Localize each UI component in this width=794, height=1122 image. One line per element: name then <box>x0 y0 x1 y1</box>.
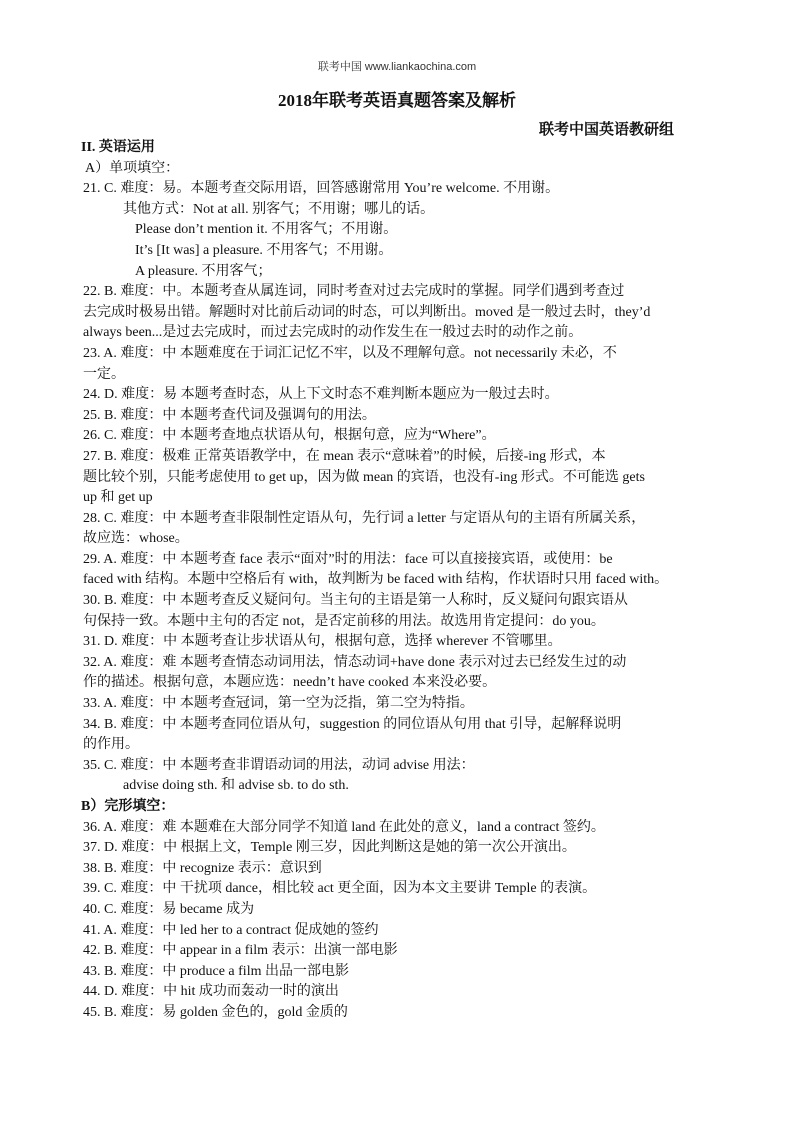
answer-39: 39. C. 难度：中 干扰项 dance，相比较 act 更全面，因为本文主要讲 Temple 的表演。 <box>83 881 597 897</box>
answer-37: 37. D. 难度：中 根据上文，Temple 刚三岁，因此判断这是她的第一次公开演出。 <box>83 840 576 856</box>
answer-content <box>83 138 720 1024</box>
answer-35: 35. C. 难度：中 本题考查非谓语动词的用法，动词 advise 用法： <box>83 757 475 773</box>
answer-29: 29. A. 难度：中 本题考查 face 表示“面对”时的用法：face 可以直接接宾语，或使用：be <box>83 551 613 567</box>
author-org: 联考中国英语教研组 <box>538 122 674 138</box>
answer-38: 38. B. 难度：中 recognize 表示：意识到 <box>83 860 322 876</box>
answer-32: 32. A. 难度：难 本题考查情态动词用法，情态动词+have done 表示对过去已经发生过的动 <box>83 654 627 670</box>
answer-27-cont: up 和 get up <box>83 490 153 506</box>
page-title: 2018年联考英语真题答案及解析 <box>278 91 516 110</box>
answer-24: 24. D. 难度：易 本题考查时态，从上下文时态不难判断本题应为一般过去时。 <box>83 387 559 403</box>
answer-31: 31. D. 难度：中 本题考查让步状语从句，根据句意，选择 wherever 不管哪里。 <box>83 634 562 650</box>
answer-21: 21. C. 难度：易。本题考查交际用语，回答感谢常用 You’re welcome. 不用谢。 <box>83 181 560 197</box>
answer-34: 34. B. 难度：中 本题考查同位语从句，suggestion 的同位语从句用 that 引导，起解释说明 <box>83 716 622 732</box>
answer-30: 30. B. 难度：中 本题考查反义疑问句。当主句的主语是第一人称时，反义疑问句跟宾语从 <box>83 593 628 609</box>
answer-23: 23. A. 难度：中 本题难度在于词汇记忆不牢，以及不理解句意。not necessarily 未必，不 <box>83 345 617 361</box>
answer-21-example: A pleasure. 不用客气； <box>135 263 272 279</box>
answer-43: 43. B. 难度：中 produce a film 出品一部电影 <box>83 963 349 979</box>
answer-21-other: 其他方式：Not at all. 别客气；不用谢；哪儿的话。 <box>123 201 435 217</box>
subsection-heading: B）完形填空： <box>81 799 175 814</box>
answer-22: 22. B. 难度：中。本题考查从属连词，同时考查对过去完成时的掌握。同学们遇到考查过 <box>83 284 625 300</box>
answer-40: 40. C. 难度：易 became 成为 <box>83 901 255 917</box>
answer-25: 25. B. 难度：中 本题考查代词及强调句的用法。 <box>83 407 376 423</box>
answer-21-example: Please don’t mention it. 不用客气；不用谢。 <box>135 222 398 238</box>
answer-21-example: It’s [It was] a pleasure. 不用客气；不用谢。 <box>135 242 393 258</box>
answer-34-cont: 的作用。 <box>83 737 139 753</box>
section-heading: II. 英语运用 <box>81 140 155 155</box>
answer-22-cont: 去完成时极易出错。解题时对比前后动词的时态，可以判断出。moved 是一般过去时，they’d <box>83 304 651 320</box>
answer-30-cont: 句保持一致。本题中主句的否定 not，是否定前移的用法。故选用肯定提问：do you。 <box>83 613 605 629</box>
answer-29-cont: faced with 结构。本题中空格后有 with，故判断为 be faced with 结构，作状语时只用 faced with。 <box>83 572 669 588</box>
answer-32-cont: 作的描述。根据句意，本题应选：needn’t have cooked 本来没必要。 <box>83 675 497 691</box>
subsection-heading: A）单项填空： <box>85 160 180 176</box>
answer-28-cont: 故应选：whose。 <box>83 531 189 547</box>
header-source: 联考中国 www.liankaochina.com <box>317 61 477 73</box>
answer-33: 33. A. 难度：中 本题考查冠词，第一空为泛指，第二空为特指。 <box>83 696 474 712</box>
answer-36: 36. A. 难度：难 本题难在大部分同学不知道 land 在此处的意义，land a contract 签约。 <box>83 819 605 835</box>
answer-26: 26. C. 难度：中 本题考查地点状语从句，根据句意，应为“Where”。 <box>83 428 496 444</box>
answer-27: 27. B. 难度：极难 正常英语教学中，在 mean 表示“意味着”的时候，后接-ing 形式，本 <box>83 448 606 464</box>
answer-41: 41. A. 难度：中 led her to a contract 促成她的签约 <box>83 922 379 938</box>
answer-45: 45. B. 难度：易 golden 金色的，gold 金质的 <box>83 1004 348 1020</box>
answer-42: 42. B. 难度：中 appear in a film 表示：出演一部电影 <box>83 943 398 959</box>
answer-35-cont: advise doing sth. 和 advise sb. to do sth. <box>123 778 349 794</box>
answer-22-cont: always been...是过去完成时，而过去完成时的动作发生在一般过去时的动作之前。 <box>83 325 583 341</box>
answer-27-cont: 题比较个别，只能考虑使用 to get up，因为做 mean 的宾语，也没有-ing 形式。不可能选 gets <box>83 469 645 485</box>
answer-23-cont: 一定。 <box>83 366 125 382</box>
answer-44: 44. D. 难度：中 hit 成功而轰动一时的演出 <box>83 984 339 1000</box>
answer-28: 28. C. 难度：中 本题考查非限制性定语从句，先行词 a letter 与定语从句的主语有所属关系， <box>83 510 646 526</box>
